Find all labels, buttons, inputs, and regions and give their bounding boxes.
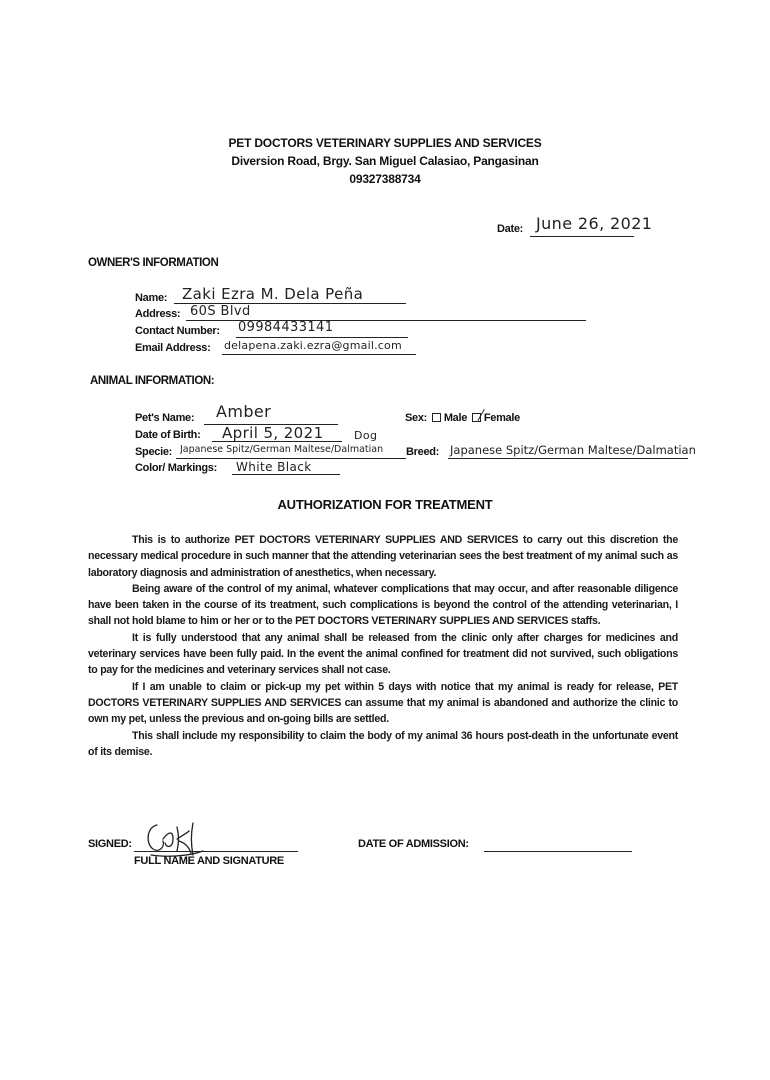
animal-section-title: ANIMAL INFORMATION: [90,375,215,387]
owner-name-label: Name: [135,292,168,304]
paragraph: This is to authorize PET DOCTORS VETERINARY SUPPLIES AND SERVICES to carry out this discretion the necessary medical procedure in such manner that the attending veterinarian sees the best treatment of my animal such as laboratory diagnosis and administration of anesthetics, when necessary. [88,534,678,579]
handwritten-signature [143,817,213,859]
owner-contact-line [236,337,408,338]
color-value: White Black [236,460,312,474]
paragraph: If I am unable to claim or pick-up my pet within 5 days with notice that my animal is ready for release, PET DOCTORS VETERINARY SUPPLIES AND SERVICES can assume that my animal is abandoned and authorize the clinic to own my pet, unless the previous and on-going bills are settled. [88,680,678,726]
paragraph: It is fully understood that any animal shall be released from the clinic only after charges for medicines and veterinary services have been fully paid. In the event the animal confined for treatment did not survived, such obligations to pay for the medicines and veterinary services shall not case. [88,631,678,677]
owner-section-title: OWNER'S INFORMATION [88,257,219,269]
color-line [232,474,340,475]
sex-group [405,412,520,424]
signed-label: SIGNED: [88,838,132,850]
owner-email-label: Email Address: [135,342,211,354]
org-address: Diversion Road, Brgy. San Miguel Calasiao, Pangasinan [231,154,539,168]
sex-male-label: Male [443,412,468,424]
specie-line [176,458,406,459]
owner-address-value: 60S Blvd [190,304,251,319]
breed-line [448,458,688,459]
form-header [0,134,770,188]
dob-value: April 5, 2021 [222,424,324,442]
female-checkbox[interactable] [472,413,481,422]
male-checkbox[interactable] [432,413,441,422]
specie-note: Dog [354,429,378,442]
sex-female-label: Female [483,412,520,424]
authorization-title: AUTHORIZATION FOR TREATMENT [277,497,493,512]
breed-label: Breed: [406,446,440,458]
specie-value: Japanese Spitz/German Maltese/Dalmatian [180,444,384,455]
paragraph: Being aware of the control of my animal, whatever complications that may occur, and after reasonable diligence have been taken in the course of its treatment, such complications is beyond the control of the attending veterinarian, I shall not hold blame to him or her or to the PET DOCTORS VETERINARY SUPPLIES AND SERVICES staffs. [88,582,678,628]
owner-email-line [222,354,416,355]
owner-contact-value: 09984433141 [238,320,334,335]
org-phone: 09327388734 [349,172,421,186]
color-label: Color/ Markings: [135,462,217,474]
breed-value: Japanese Spitz/German Maltese/Dalmatian [450,443,696,457]
dob-label: Date of Birth: [135,429,201,441]
date-value: June 26, 2021 [536,214,653,233]
org-name: PET DOCTORS VETERINARY SUPPLIES AND SERVICES [228,136,542,150]
specie-label: Specie: [135,446,173,458]
date-line [530,236,634,237]
full-name-signature-label: FULL NAME AND SIGNATURE [134,855,284,867]
owner-address-label: Address: [135,308,181,320]
sex-label: Sex: [405,412,428,424]
owner-name-value: Zaki Ezra M. Dela Peña [182,285,364,303]
admission-label: DATE OF ADMISSION: [358,838,469,850]
paragraph: This shall include my responsibility to claim the body of my animal 36 hours post-death in the unfortunate event of its demise. [88,729,678,758]
authorization-body [88,532,678,760]
admission-line [484,851,632,852]
pet-name-value: Amber [216,402,272,421]
owner-contact-label: Contact Number: [135,325,220,337]
date-label: Date: [497,223,524,235]
pet-name-label: Pet's Name: [135,412,195,424]
owner-email-value: delapena.zaki.ezra@gmail.com [224,339,402,352]
